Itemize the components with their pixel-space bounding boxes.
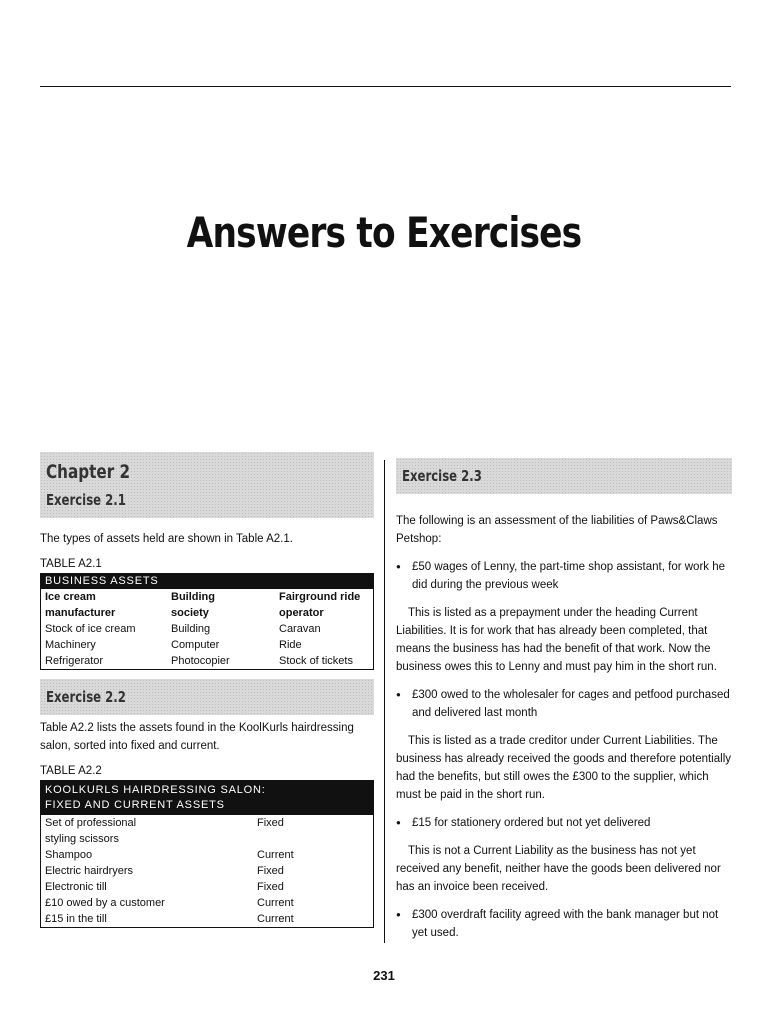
table-cell: Stock of tickets: [279, 655, 353, 667]
table-row: [41, 895, 373, 911]
table-row: [41, 831, 373, 847]
page-number: 231: [373, 968, 395, 983]
liabilities-list: [396, 558, 732, 594]
right-column: [396, 458, 732, 942]
chapter-heading-box: [40, 452, 374, 518]
list-item: ● £50 wages of Lenny, the part-time shop assistant, for work he did during the previous week: [396, 558, 732, 594]
table-cell: Fixed: [257, 865, 284, 877]
table-a2-1-caption: TABLE A2.1: [40, 558, 102, 570]
page-title: Answers to Exercises: [186, 208, 582, 257]
list-item: ● £300 overdraft facility agreed with the bank manager but not yet used.: [396, 906, 732, 942]
table-row: [41, 879, 373, 895]
explanation-paragraph: This is not a Current Liability as the business has not yet received any benefit, neither have the goods been delivered nor has an invoice been received.: [396, 845, 721, 893]
table-row: [41, 589, 373, 605]
table-row: [41, 637, 373, 653]
table-cell: Fixed: [257, 817, 284, 829]
table-cell: £15 in the till: [45, 913, 107, 925]
table-cell: Building: [171, 623, 211, 635]
table-cell: Current: [257, 897, 294, 909]
table-cell: Electric hairdryers: [45, 865, 134, 877]
table-cell: manufacturer: [45, 607, 116, 619]
table-cell: Fairground ride: [279, 591, 361, 603]
table-cell: Shampoo: [45, 849, 93, 861]
table-cell: Caravan: [279, 623, 321, 635]
table-row: [41, 863, 373, 879]
top-rule: [40, 86, 731, 87]
column-divider: [384, 460, 385, 943]
exercise-2-3-intro: The following is an assessment of the liabilities of Paws&Claws Petshop:: [396, 515, 718, 545]
table-a2-2-header-line-1: KOOLKURLS HAIRDRESSING SALON:: [41, 781, 373, 798]
exercise-2-2-heading: Exercise 2.2: [46, 688, 126, 706]
table-cell: Electronic till: [45, 881, 107, 893]
liabilities-list: [396, 686, 732, 722]
table-cell: Refrigerator: [45, 655, 104, 667]
table-cell: Computer: [171, 639, 220, 651]
table-cell: Current: [257, 913, 294, 925]
list-item: ● £300 owed to the wholesaler for cages and petfood purchased and delivered last month: [396, 686, 732, 722]
explanation-paragraph: This is listed as a trade creditor under Current Liabilities. The business has already received the goods and therefore potentially had the benefits, but still owes the £300 to the supplier, which must be paid in the short run.: [396, 735, 731, 801]
table-cell: Machinery: [45, 639, 96, 651]
table-cell: Fixed: [257, 881, 284, 893]
table-row: [41, 815, 373, 831]
liabilities-list: [396, 906, 732, 942]
table-a2-2-caption: TABLE A2.2: [40, 765, 102, 777]
table-cell: Stock of ice cream: [45, 623, 136, 635]
table-cell: Set of professional: [45, 817, 137, 829]
table-cell: [257, 831, 373, 847]
table-a2-2: [40, 780, 374, 928]
exercise-2-3-heading: Exercise 2.3: [402, 467, 482, 485]
table-row: [41, 911, 373, 927]
list-item: ● £15 for stationery ordered but not yet delivered: [396, 814, 732, 832]
exercise-2-2-intro: Table A2.2 lists the assets found in the KoolKurls hairdressing salon, sorted into fixed and current.: [40, 722, 354, 752]
liabilities-list: [396, 814, 732, 832]
table-row: [41, 847, 373, 863]
table-cell: Building: [171, 591, 215, 603]
table-cell: Ride: [279, 639, 302, 651]
exercise-2-2-heading-box: [40, 679, 374, 715]
table-a2-2-header-line-2: FIXED AND CURRENT ASSETS: [41, 798, 373, 815]
table-row: [41, 621, 373, 637]
table-cell: operator: [279, 607, 324, 619]
table-cell: £10 owed by a customer: [45, 897, 165, 909]
table-cell: Ice cream: [45, 591, 96, 603]
table-cell: Current: [257, 849, 294, 861]
table-cell: styling scissors: [45, 833, 119, 845]
table-a2-1: [40, 573, 374, 670]
table-a2-1-header: BUSINESS ASSETS: [41, 574, 373, 589]
left-column: [40, 452, 374, 928]
chapter-title: Chapter 2: [46, 461, 131, 483]
explanation-paragraph: This is listed as a prepayment under the heading Current Liabilities. It is for work that has already been completed, that means the business has had the benefit of that work. Now the business owes this to Lenny and must pay him in the short run.: [396, 607, 717, 673]
table-row: [41, 605, 373, 621]
table-cell: society: [171, 607, 209, 619]
table-row: [41, 653, 373, 669]
exercise-2-1-heading: Exercise 2.1: [46, 491, 126, 509]
exercise-2-3-heading-box: [396, 458, 732, 494]
exercise-2-1-intro: The types of assets held are shown in Table A2.1.: [40, 533, 293, 545]
table-cell: Photocopier: [171, 655, 230, 667]
